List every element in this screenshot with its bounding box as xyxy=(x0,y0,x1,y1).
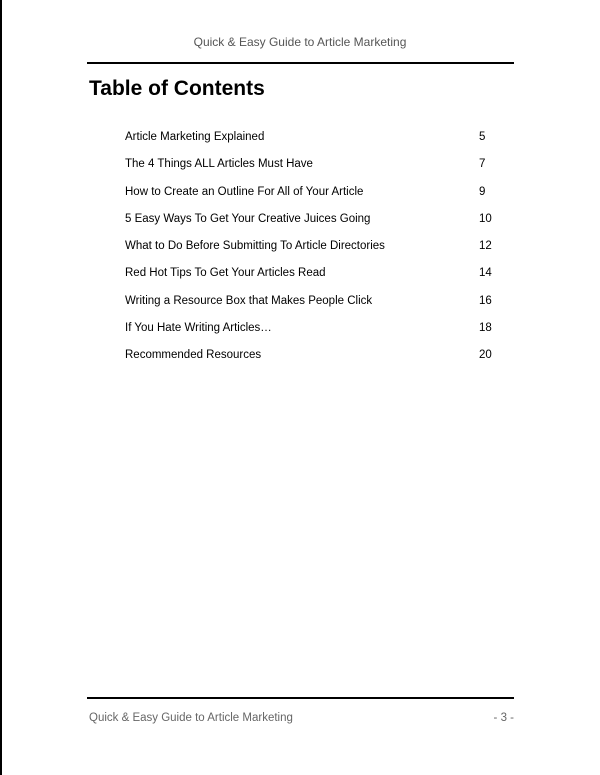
toc-entry[interactable] xyxy=(125,237,505,264)
toc-entry[interactable] xyxy=(125,155,505,182)
toc-entry-title: What to Do Before Submitting To Article Directories xyxy=(125,240,385,253)
header-divider xyxy=(87,62,514,64)
toc-entry-page: 16 xyxy=(479,294,492,307)
footer-divider xyxy=(87,697,514,699)
toc-entry-page: 5 xyxy=(479,131,486,143)
toc-entry-page: 12 xyxy=(479,240,492,253)
toc-entry-page: 14 xyxy=(479,267,492,280)
toc-entry-title: 5 Easy Ways To Get Your Creative Juices Going xyxy=(125,212,371,225)
running-footer: Quick & Easy Guide to Article Marketing xyxy=(89,712,293,724)
toc-entry-title: Article Marketing Explained xyxy=(125,131,265,143)
toc-entry[interactable] xyxy=(125,264,505,291)
toc-entry-page: 7 xyxy=(479,158,486,171)
footer-page-number: - 3 - xyxy=(493,712,514,724)
toc-entry-title: If You Hate Writing Articles… xyxy=(125,322,272,335)
toc-entry-page: 18 xyxy=(479,322,492,335)
toc-entry[interactable] xyxy=(125,128,505,155)
toc-entry[interactable] xyxy=(125,319,505,346)
running-header: Quick & Easy Guide to Article Marketing xyxy=(193,35,407,49)
toc-entry-title: How to Create an Outline For All of Your Article xyxy=(125,185,364,198)
toc-entry[interactable] xyxy=(125,346,505,373)
toc-entry[interactable] xyxy=(125,292,505,319)
toc-entry-page: 10 xyxy=(479,212,492,225)
toc-entry-page: 20 xyxy=(479,349,492,362)
toc-entry-page: 9 xyxy=(479,185,486,198)
toc-entry[interactable] xyxy=(125,210,505,237)
page-title: Table of Contents xyxy=(89,77,265,100)
toc-entry-title: The 4 Things ALL Articles Must Have xyxy=(125,158,313,171)
page-left-edge xyxy=(0,0,2,775)
toc-entry-title: Red Hot Tips To Get Your Articles Read xyxy=(125,267,326,280)
toc-entry-title: Recommended Resources xyxy=(125,349,262,362)
toc-list xyxy=(125,128,505,374)
toc-entry-title: Writing a Resource Box that Makes People Click xyxy=(125,294,373,307)
toc-entry[interactable] xyxy=(125,183,505,210)
